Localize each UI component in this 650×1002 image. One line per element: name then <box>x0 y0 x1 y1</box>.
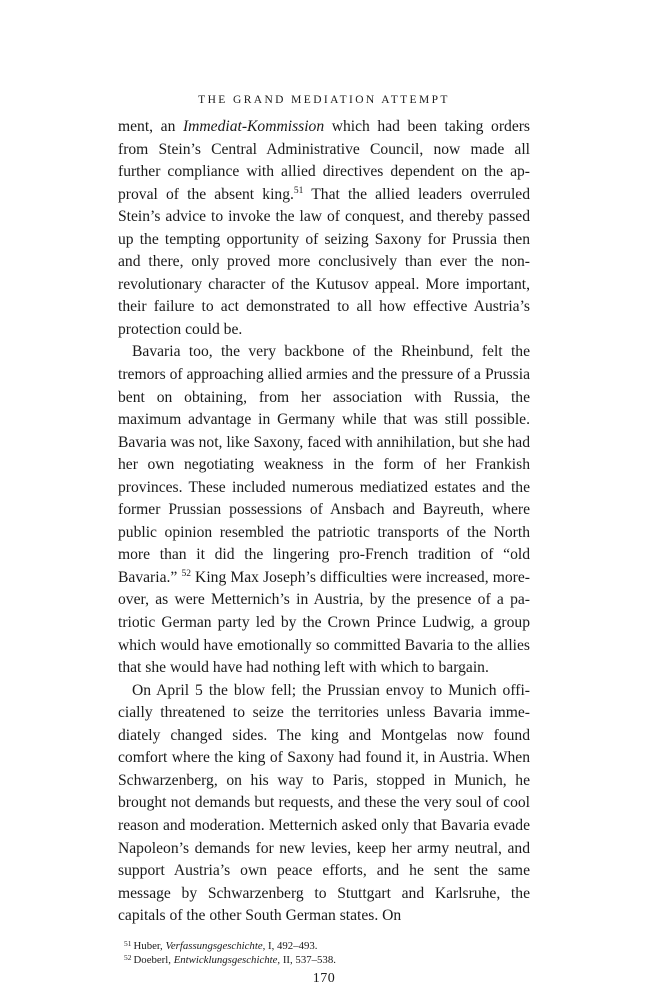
page-number: 170 <box>312 970 336 986</box>
text-run: Bavaria too, the very backbone of the Rheinbund, felt the tremors of approaching allied armies and the pressure of a Prussia bent on obtaining, from her association with Russia, the maximum advantage in Germany while that was still possible. Bavaria was not, like Saxony, faced with annihilation, but she had her own negotiating weakness in the form of her Frankish provinces. These included numerous mediatized estates and the former Prussian possessions of Ansbach and Bayreuth, where public opinion resembled the patriotic transports of the North more than it did the lingering pro-French tradition of “old Bavaria.” <box>118 343 530 586</box>
text-run: King Max Joseph’s difficulties were increased, moreover, as were Metternich’s in Austria, by the presence of a patriotic German party led by the Crown Prince Ludwig, a group which would have emotionally so committed Bavaria to the allies that she would have had nothing left with which to bargain. <box>118 568 530 677</box>
footnote-mark: 51 <box>124 938 132 948</box>
running-head: THE GRAND MEDIATION ATTEMPT <box>198 94 450 106</box>
text-run: ment, an <box>118 118 183 135</box>
footnote-reference-mark: 52 <box>181 568 191 579</box>
body-paragraph <box>118 680 530 928</box>
body-paragraph <box>118 341 530 679</box>
footnote-author: Doeberl, <box>133 954 174 967</box>
text-run: which had been taking orders from Stein’s Central Administrative Council, now made all further compliance with allied directives dependent on the approval of the absent king. <box>118 118 531 203</box>
book-page <box>118 92 530 987</box>
italic-term: Immediat-Kommission <box>182 118 325 135</box>
text-run: That the allied leaders overruled Stein’s advice to invoke the law of conquest, and thereby passed up the tempting opportunity of seizing Saxony for Prussia then and there, only proved more conclusively than ever the nonrevolutionary character of the Kutusov appeal. More important, their failure to act demonstrated to all how effective Austria’s protection could be. <box>118 185 530 338</box>
footnote-mark: 52 <box>124 953 132 963</box>
footnote-title: Entwicklungsgeschichte, <box>173 954 281 967</box>
body-paragraph <box>118 116 530 341</box>
footnote-reference-mark: 51 <box>293 185 304 196</box>
text-run: On April 5 the blow fell; the Prussian envoy to Munich officially threatened to seize the territories unless Bavaria immediately changed sides. The king and Montgelas now found comfort where the king of Saxony had found it, in Austria. When Schwarzenberg, on his way to Paris, stopped in Munich, he brought not demands but requests, and these the very soul of cool reason and moderation. Metternich asked only that Bavaria evade Napoleon’s demands for new levies, keep her army neutral, and support Austria’s own peace efforts, and he sent the same message by Schwarzenberg to Stuttgart and Karlsruhe, the capitals of the other South German states. On <box>118 681 530 925</box>
body-text <box>118 116 530 928</box>
footnote-51 <box>118 939 530 954</box>
footnote-52 <box>118 953 530 968</box>
footnotes <box>118 939 530 968</box>
footnote-reference: II, 537–538. <box>280 954 336 967</box>
footnote-author: Huber, <box>133 939 166 952</box>
footnote-title: Verfassungsgeschichte, <box>165 939 266 952</box>
footnote-reference: I, 492–493. <box>265 939 318 952</box>
